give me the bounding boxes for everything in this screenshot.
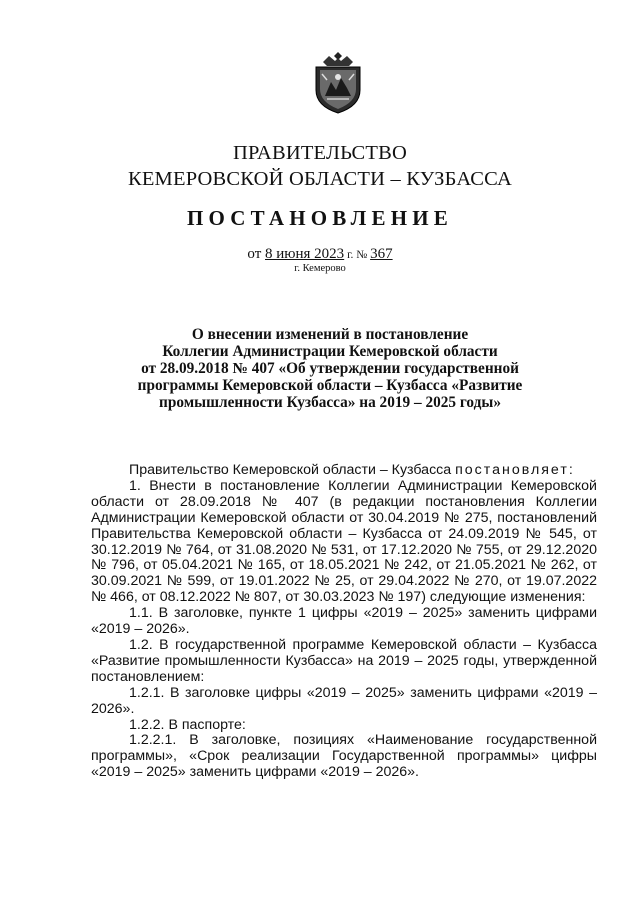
subject-line: программы Кемеровской области – Кузбасса «Развитие [137,377,523,394]
subject-line: Коллегии Администрации Кемеровской области [162,343,498,360]
date-line [0,246,640,263]
document-date: 8 июня 2023 [265,246,345,262]
document-subject [120,326,540,411]
body-paragraph-1-1: 1.1. В заголовке, пункте 1 цифры «2019 – 2025» заменить цифрами «2019 – 2026». [91,605,597,638]
intro-paragraph [91,463,597,479]
decree-word: постановляет: [455,462,575,478]
city-name: г. Кемерово [294,263,346,274]
government-name-line1: ПРАВИТЕЛЬСТВО [232,142,408,164]
number-prefix: № [353,249,371,261]
coat-of-arms-icon [311,52,365,114]
date-prefix: от [247,246,266,262]
body-paragraph-1-2-1: 1.2.1. В заголовке цифры «2019 – 2025» заменить цифрами «2019 – 2026». [91,684,597,717]
year-suffix: г. [344,249,354,261]
subject-line: от 28.09.2018 № 407 «Об утверждении государственной [141,360,519,377]
subject-line: О внесении изменений в постановление [191,326,469,343]
body-paragraph-1: 1. Внести в постановление Коллегии Администрации Кемеровской области от 28.09.2018 № 407 (в редакции постановления Коллегии Администрации Кемеровской области от 30.04.2019 № 275, постановлений Правительства Кемеровской области – Кузбасса от 24.09.2019 № 545, от 30.12.2019 № 764, от 31.08.2020 № 531, от 17.12.2020 № 755, от 29.12.2020 № 796, от 05.04.2021 № 165, от 18.05.2021 № 242, от 21.05.2021 № 262, от 30.09.2021 № 599, от 19.01.2022 № 25, от 29.04.2022 № 270, от 19.07.2022 № 466, от 08.12.2022 № 807, от 30.03.2023 № 197) следующие изменения: [91,477,597,606]
document-body [91,463,597,781]
government-name-line2: КЕМЕРОВСКОЙ ОБЛАСТИ – КУЗБАССА [127,168,513,190]
document-number: 367 [370,246,393,262]
body-paragraph-1-2-2-1: 1.2.2.1. В заголовке, позициях «Наименование государственной программы», «Срок реализации Государственной программы» цифры «2019 – 2025» заменить цифрами «2019 – 2026». [91,732,597,781]
intro-text: Правительство Кемеровской области – Кузбасса [129,462,456,478]
subject-line: промышленности Кузбасса» на 2019 – 2025 годы» [159,394,501,411]
document-type-title: ПОСТАНОВЛЕНИЕ [186,206,454,230]
body-paragraph-1-2: 1.2. В государственной программе Кемеровской области – Кузбасса «Развитие промышленности Кузбасса» на 2019 – 2025 годы, утвержденной постановлением: [91,636,597,685]
body-paragraph-1-2-2: 1.2.2. В паспорте: [129,716,246,733]
